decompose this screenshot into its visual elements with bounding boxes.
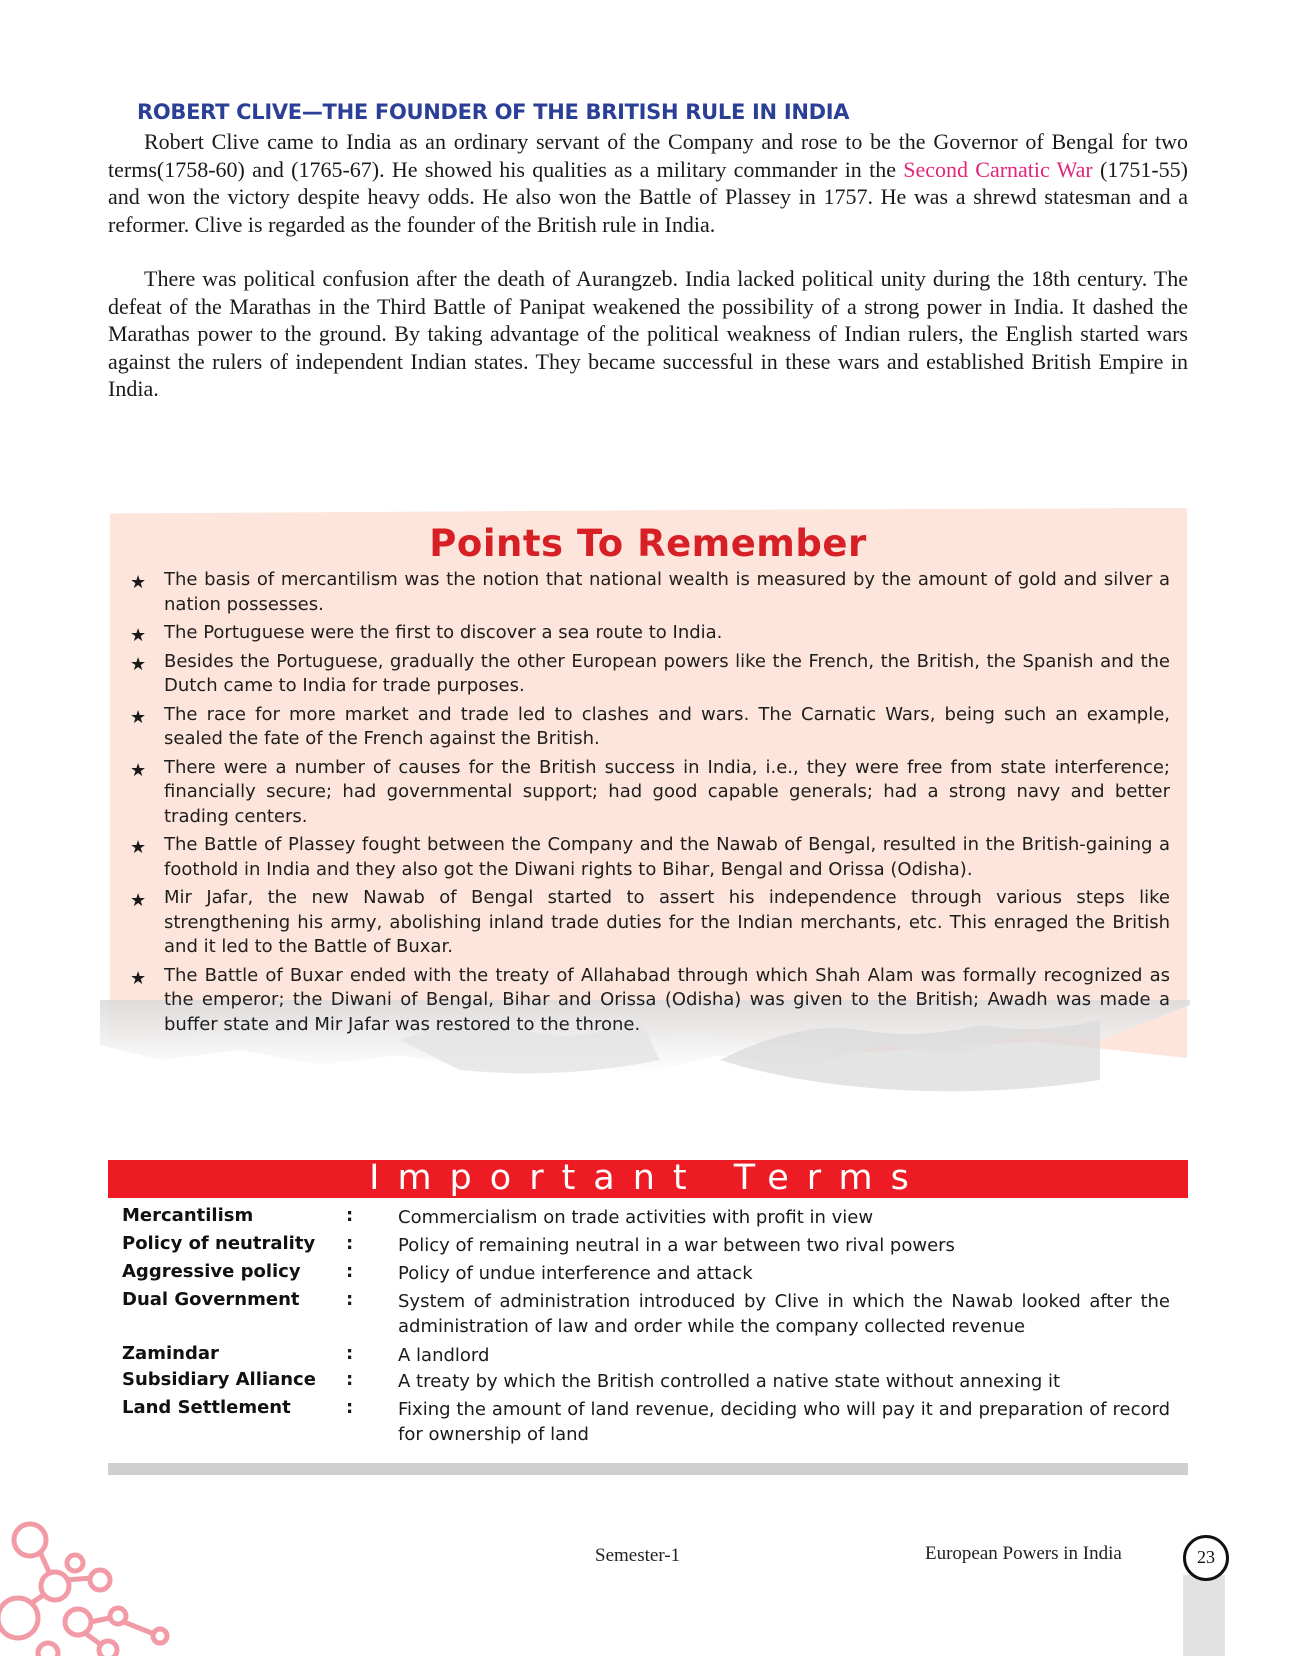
point-item	[130, 756, 1170, 830]
important-terms-heading: Important Terms	[369, 1158, 927, 1198]
term-colon: :	[346, 1369, 354, 1390]
term-row	[108, 1369, 1188, 1397]
term-definition: Policy of undue interference and attack	[398, 1263, 753, 1284]
point-item	[130, 650, 1170, 699]
terms-bottom-rule	[108, 1463, 1188, 1475]
point-text: There were a number of causes for the British success in India, i.e., they were free from state interference; financially secure; had governmental support; had good capable generals; had a strong navy and better trading centers.	[164, 756, 1170, 827]
term-definition: A treaty by which the British controlled a native state without annexing it	[398, 1371, 1061, 1392]
term-colon: :	[346, 1289, 354, 1310]
page-number-badge: 23	[1183, 1535, 1229, 1581]
point-text: The Portuguese were the first to discover a sea route to India.	[164, 622, 723, 643]
section-heading: ROBERT CLIVE—THE FOUNDER OF THE BRITISH RULE IN INDIA	[137, 100, 850, 124]
star-icon: ★	[130, 890, 147, 911]
point-item	[130, 886, 1170, 960]
term-definition: A landlord	[398, 1345, 490, 1366]
bubble-decoration	[0, 1518, 175, 1656]
points-to-remember-title: Points To Remember	[429, 522, 867, 565]
star-icon: ★	[130, 837, 147, 858]
term-colon: :	[346, 1205, 354, 1226]
term-row	[108, 1261, 1188, 1289]
point-item	[130, 833, 1170, 882]
star-icon: ★	[130, 625, 147, 646]
points-list	[130, 568, 1170, 1041]
point-text: Mir Jafar, the new Nawab of Bengal started to assert his independence through various steps like strengthening his army, abolishing inland trade duties for the Indian merchants, etc. This enraged the British and it led to the Battle of Buxar.	[164, 887, 1170, 957]
point-text: Besides the Portuguese, gradually the other European powers like the French, the British, the Spanish and the Dutch came to India for trade purposes.	[164, 650, 1170, 696]
paragraph-clive	[108, 128, 1188, 238]
star-icon: ★	[130, 759, 147, 781]
term-colon: :	[346, 1261, 354, 1282]
term-definition: Commercialism on trade activities with profit in view	[398, 1207, 874, 1228]
point-text: The basis of mercantilism was the notion that national wealth is measured by the amount of gold and silver a nation possesses.	[164, 569, 1170, 615]
paragraph-political-confusion: There was political confusion after the death of Aurangzeb. India lacked political unity during the 18th century. The defeat of the Marathas in the Third Battle of Panipat weakened the possibility of a strong power in India. It dashed the Marathas power to the ground. By taking advantage of the political weakness of Indian rulers, the English started wars against the rulers of independent Indian states. They became successful in these wars and established British Empire in India.	[108, 266, 1188, 401]
footer-chapter-title: European Powers in India	[925, 1543, 1122, 1564]
term-definition: Fixing the amount of land revenue, deciding who will pay it and preparation of record for ownership of land	[398, 1399, 1170, 1445]
star-icon: ★	[130, 706, 147, 728]
star-icon: ★	[130, 653, 147, 675]
term-row	[108, 1205, 1188, 1233]
term-definition: Policy of remaining neutral in a war between two rival powers	[398, 1235, 955, 1256]
term-name: Zamindar	[122, 1343, 219, 1364]
term-definition: System of administration introduced by Clive in which the Nawab looked after the administration of law and order while the company collected revenue	[398, 1291, 1170, 1337]
term-name: Aggressive policy	[122, 1261, 301, 1282]
term-row	[108, 1397, 1188, 1451]
point-item	[130, 703, 1170, 752]
term-name: Land Settlement	[122, 1397, 291, 1418]
para1-text-start: Robert Clive came to India as an ordinary servant of the Company and rose to be the Governor of Bengal for two terms(1758-60) and (1765-67). He showed his qualities as a military commander in the	[108, 129, 1188, 182]
term-colon: :	[346, 1397, 354, 1418]
term-colon: :	[346, 1233, 354, 1254]
term-name: Subsidiary Alliance	[122, 1369, 316, 1390]
term-row	[108, 1289, 1188, 1343]
point-item	[130, 568, 1170, 617]
point-item	[130, 964, 1170, 1038]
page-edge-strip	[1183, 1575, 1225, 1656]
point-text: The race for more market and trade led to clashes and wars. The Carnatic Wars, being such an example, sealed the fate of the French against the British.	[164, 703, 1170, 749]
term-row	[108, 1233, 1188, 1261]
footer-semester: Semester-1	[595, 1545, 681, 1566]
term-name: Dual Government	[122, 1289, 300, 1310]
star-icon: ★	[130, 572, 147, 593]
point-text: The Battle of Buxar ended with the treaty of Allahabad through which Shah Alam was formally recognized as the emperor; the Diwani of Bengal, Bihar and Orissa (Odisha) was given to the British; Awadh was made a buffer state and Mir Jafar was restored to the throne.	[164, 964, 1170, 1035]
term-name: Mercantilism	[122, 1205, 254, 1226]
point-text: The Battle of Plassey fought between the Company and the Nawab of Bengal, resulted in the British-gaining a foothold in India and they also got the Diwani rights to Bihar, Bengal and Orissa (Odisha).	[164, 834, 1170, 880]
term-colon: :	[346, 1343, 354, 1364]
para1-text-end: (1751-55) and won the victory despite heavy odds. He also won the Battle of Plassey in 1757. He was a shrewd statesman and a reformer. Clive is regarded as the founder of the British rule in India.	[108, 156, 1188, 237]
star-icon: ★	[130, 967, 147, 989]
term-row	[108, 1343, 1188, 1369]
term-name: Policy of neutrality	[122, 1233, 316, 1254]
point-item	[130, 621, 1170, 646]
highlight-link-second-carnatic-war[interactable]: Second Carnatic War	[903, 156, 1093, 182]
